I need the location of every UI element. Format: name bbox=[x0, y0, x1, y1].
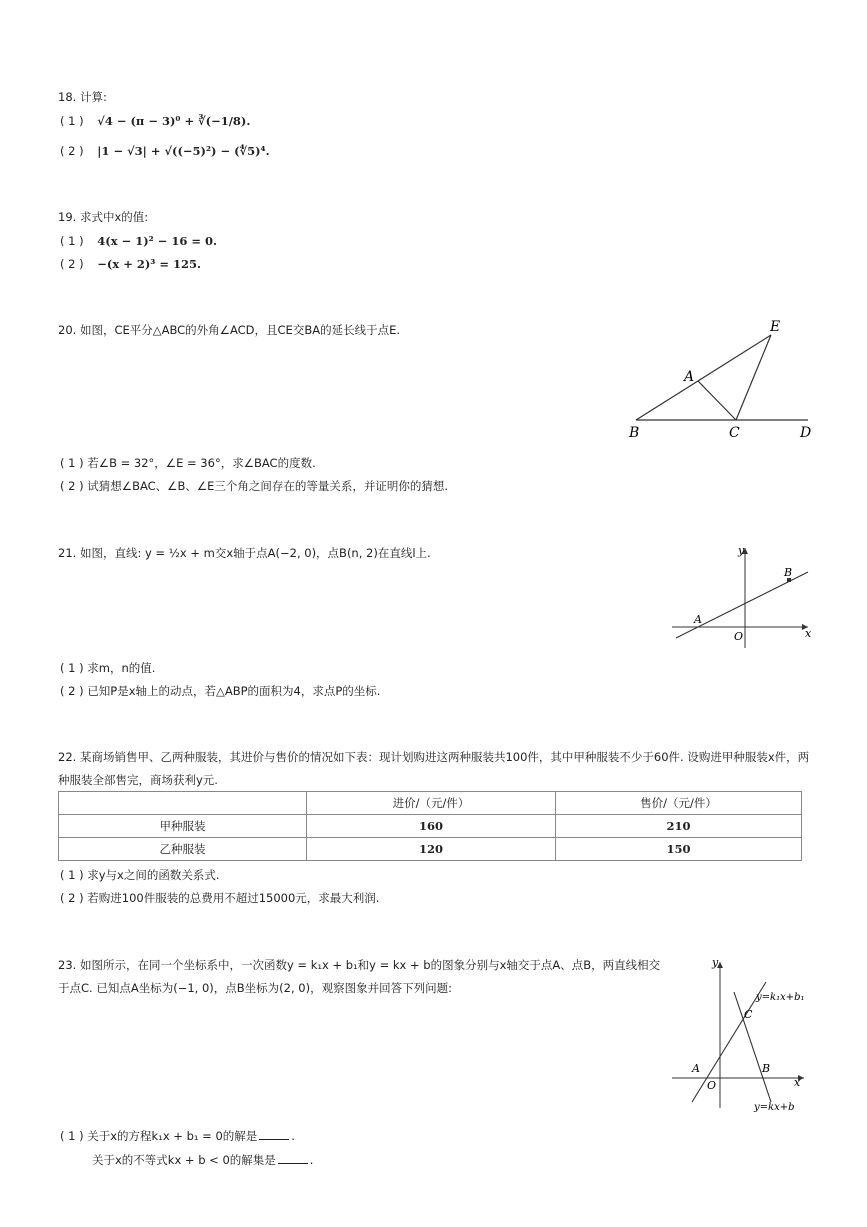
q22-line2: 种服装全部售完，商场获利y元. bbox=[58, 773, 218, 787]
table-cell: 210 bbox=[556, 815, 802, 838]
q23-line-k1 bbox=[692, 982, 766, 1102]
q20-part1: ( 1 ) 若∠B = 32°，∠E = 36°，求∠BAC的度数. bbox=[60, 456, 316, 470]
q23-part1-text: ( 1 ) 关于x的方程k₁x + b₁ = 0的解是 bbox=[60, 1129, 258, 1143]
q20-triangle-figure bbox=[620, 315, 820, 445]
q20-label-c: C bbox=[729, 425, 740, 441]
q23-coordinate-figure bbox=[668, 952, 843, 1117]
table-header-cell bbox=[59, 792, 307, 815]
q19-title: 19. 求式中x的值: bbox=[58, 210, 149, 224]
q23-label-o: O bbox=[707, 1079, 717, 1092]
q20-part2: ( 2 ) 试猜想∠BAC、∠B、∠E三个角之间存在的等量关系，并证明你的猜想. bbox=[60, 479, 449, 493]
q21-label-y: y bbox=[738, 544, 745, 557]
q19-part1-label: ( 1 ) bbox=[60, 234, 84, 248]
q20-line-be bbox=[636, 335, 771, 420]
table-cell: 甲种服装 bbox=[59, 815, 307, 838]
q20-label-b: B bbox=[629, 425, 640, 441]
q19-part2-label: ( 2 ) bbox=[60, 257, 84, 271]
q18-part2-expression: |1 − √3| + √((−5)²) − (∜5)⁴. bbox=[97, 144, 270, 158]
q18-part2 bbox=[60, 143, 270, 159]
q23-label-a: A bbox=[692, 1062, 700, 1075]
table-cell: 120 bbox=[307, 838, 556, 861]
q18-part2-label: ( 2 ) bbox=[60, 144, 84, 158]
q20-line-ce bbox=[736, 335, 771, 420]
q20-line-ac bbox=[698, 381, 736, 420]
q23-label-y: y bbox=[712, 956, 719, 969]
q23-part1b bbox=[92, 1152, 313, 1168]
q23-part1 bbox=[60, 1128, 295, 1144]
q21-label-a: A bbox=[694, 613, 702, 626]
table-row bbox=[59, 838, 802, 861]
table-header-cell: 售价/（元/件） bbox=[556, 792, 802, 815]
q18-title: 18. 计算: bbox=[58, 90, 107, 104]
q22-line1: 22. 某商场销售甲、乙两种服装，其进价与售价的情况如下表：现计划购进这两种服装共100件，其中甲种服装不少于60件. 设购进甲种服装x件，两 bbox=[58, 750, 810, 764]
table-cell: 150 bbox=[556, 838, 802, 861]
q23-answer-blank-2 bbox=[278, 1153, 308, 1164]
q22-part2: ( 2 ) 若购进100件服装的总费用不超过15000元，求最大利润. bbox=[60, 891, 380, 905]
q21-part2: ( 2 ) 已知P是x轴上的动点，若△ABP的面积为4，求点P的坐标. bbox=[60, 684, 381, 698]
q21-label-b: B bbox=[784, 566, 793, 579]
q23-label-b: B bbox=[762, 1062, 771, 1075]
q18-part1 bbox=[60, 113, 250, 129]
q23-label-line2: y=kx+b bbox=[754, 1102, 795, 1113]
q21-coordinate-figure bbox=[668, 540, 818, 652]
q21-title: 21. 如图，直线: y = ½x + m交x轴于点A(−2, 0)，点B(n, 2)在直线l上. bbox=[58, 546, 431, 560]
table-header-cell: 进价/（元/件） bbox=[307, 792, 556, 815]
q23-line2: 于点C. 已知点A坐标为(−1, 0)，点B坐标为(2, 0)，观察图象并回答下列问题: bbox=[58, 981, 452, 995]
q19-part1 bbox=[60, 233, 217, 249]
q19-part2 bbox=[60, 256, 201, 272]
q21-label-o: O bbox=[734, 630, 744, 643]
q22-price-table bbox=[58, 791, 802, 861]
table-header-row bbox=[59, 792, 802, 815]
q21-part1: ( 1 ) 求m，n的值. bbox=[60, 661, 156, 675]
q18-part1-expression: √4 − (π − 3)⁰ + ∛(−1/8). bbox=[97, 114, 251, 128]
q19-part1-expression: 4(x − 1)² − 16 = 0. bbox=[97, 234, 217, 248]
table-cell: 乙种服装 bbox=[59, 838, 307, 861]
q23-line-k bbox=[734, 992, 771, 1102]
q20-label-a: A bbox=[684, 369, 695, 385]
q20-label-e: E bbox=[770, 319, 781, 335]
q19-part2-expression: −(x + 2)³ = 125. bbox=[97, 257, 201, 271]
q23-label-x: x bbox=[794, 1076, 801, 1089]
q23-label-c: C bbox=[744, 1008, 753, 1021]
q23-line1: 23. 如图所示，在同一个坐标系中，一次函数y = k₁x + b₁和y = kx + b的图象分别与x轴交于点A、点B，两直线相交 bbox=[58, 958, 661, 972]
q18-part1-label: ( 1 ) bbox=[60, 114, 84, 128]
table-row bbox=[59, 815, 802, 838]
table-cell: 160 bbox=[307, 815, 556, 838]
q20-title: 20. 如图，CE平分△ABC的外角∠ACD，且CE交BA的延长线于点E. bbox=[58, 323, 400, 337]
q23-part1b-end: . bbox=[309, 1153, 314, 1167]
q23-label-line1: y=k₁x+b₁ bbox=[756, 992, 805, 1003]
q23-part1b-text: 关于x的不等式kx + b < 0的解集是 bbox=[92, 1153, 276, 1167]
q20-label-d: D bbox=[800, 425, 812, 441]
q23-part1-end: . bbox=[291, 1129, 295, 1143]
q22-part1: ( 1 ) 求y与x之间的函数关系式. bbox=[60, 868, 220, 882]
q23-answer-blank-1 bbox=[259, 1129, 289, 1140]
q21-label-x: x bbox=[805, 627, 812, 640]
